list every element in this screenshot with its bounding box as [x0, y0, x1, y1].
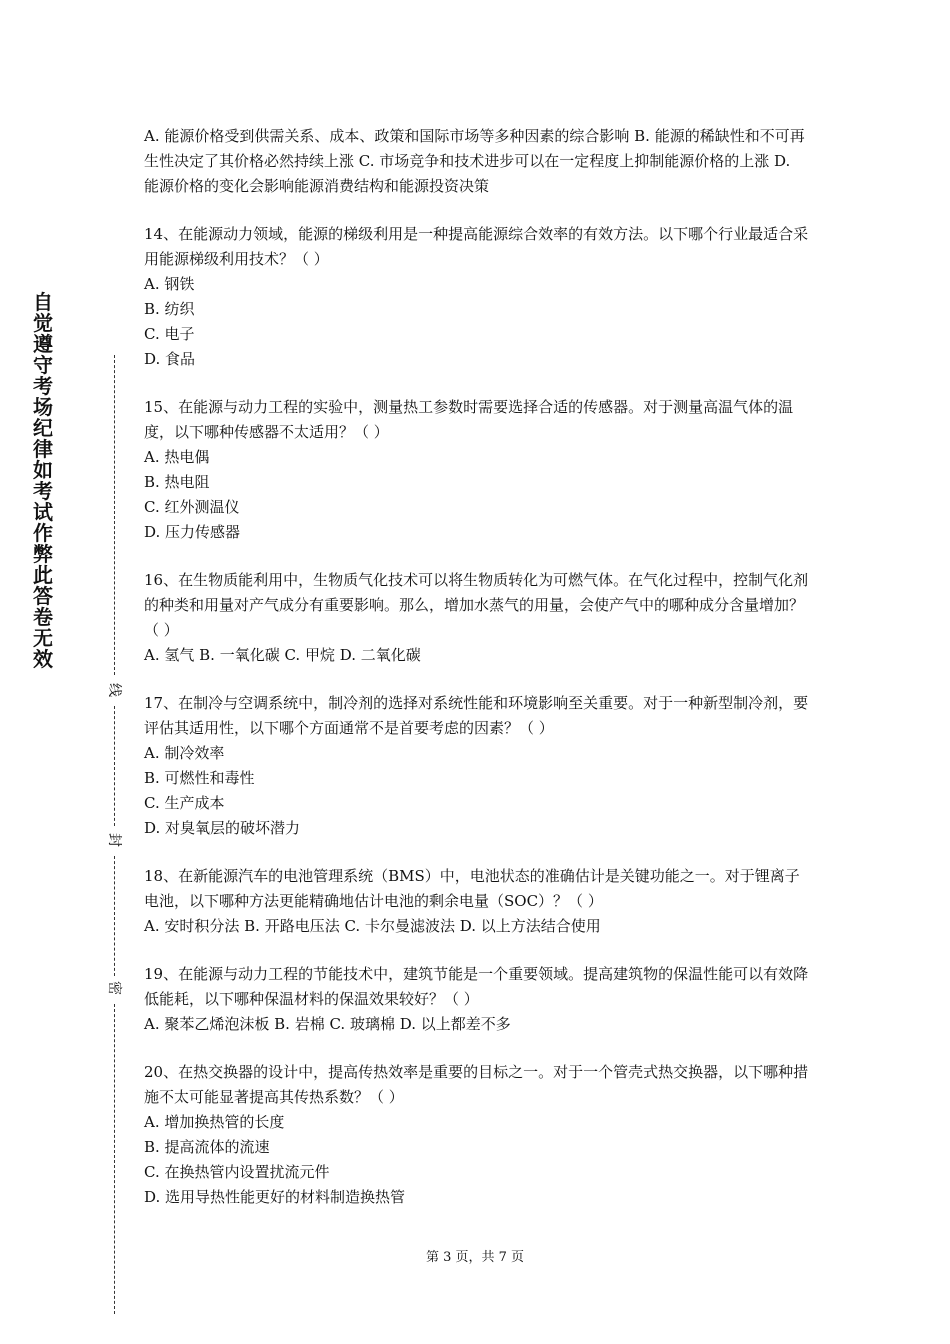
answer-option: A. 安时积分法 B. 开路电压法 C. 卡尔曼滤波法 D. 以上方法结合使用 — [144, 917, 601, 935]
answer-option: A. 制冷效率 — [144, 744, 225, 762]
answer-option: C. 生产成本 — [144, 794, 225, 812]
page-number: 第 3 页，共 7 页 — [425, 1250, 525, 1265]
question-block — [144, 864, 810, 939]
question-stem: 20、在热交换器的设计中，提高传热效率是重要的目标之一。对于一个管壳式热交换器，以下哪种措施不太可能显著提高其传热系数？（ ） — [144, 1063, 809, 1106]
answer-option: B. 提高流体的流速 — [144, 1138, 270, 1156]
question-block — [144, 568, 810, 668]
answer-option: D. 对臭氧层的破坏潜力 — [144, 819, 301, 837]
answer-option: C. 电子 — [144, 325, 195, 343]
exam-discipline-notice: 自觉遵守考场纪律如考试作弊此答卷无效 — [33, 290, 53, 671]
question-stem: 16、在生物质能利用中，生物质气化技术可以将生物质转化为可燃气体。在气化过程中，控制气化剂的种类和用量对产气成分有重要影响。那么，增加水蒸气的用量，会使产气中的哪种成分含量增加？（ ） — [144, 571, 809, 639]
answer-option: D. 压力传感器 — [144, 523, 241, 541]
secret-label: 密 — [106, 981, 122, 995]
seal-line-label: 线 — [106, 683, 122, 697]
answer-option: A. 氢气 B. 一氧化碳 C. 甲烷 D. 二氧化碳 — [144, 646, 421, 664]
question-block — [144, 1060, 810, 1210]
seal-dashed-line — [114, 355, 115, 675]
question-stem: 19、在能源与动力工程的节能技术中，建筑节能是一个重要领域。提高建筑物的保温性能可以有效降低能耗，以下哪种保温材料的保温效果较好？（ ） — [144, 965, 809, 1008]
question-stem: 14、在能源动力领域，能源的梯级利用是一种提高能源综合效率的有效方法。以下哪个行业最适合采用能源梯级利用技术？（ ） — [144, 225, 809, 268]
answer-option: A. 钢铁 — [144, 275, 195, 293]
answer-option: B. 纺织 — [144, 300, 195, 318]
answer-option: A. 聚苯乙烯泡沫板 B. 岩棉 C. 玻璃棉 D. 以上都差不多 — [144, 1015, 511, 1033]
answer-option: C. 在换热管内设置扰流元件 — [144, 1163, 330, 1181]
question-block — [144, 691, 810, 841]
seal-dashed-line — [114, 856, 115, 976]
seal-label: 封 — [106, 833, 122, 847]
answer-option: D. 食品 — [144, 350, 196, 368]
answer-option: B. 可燃性和毒性 — [144, 769, 255, 787]
question-stem: 15、在能源与动力工程的实验中，测量热工参数时需要选择合适的传感器。对于测量高温气体的温度，以下哪种传感器不太适用？（ ） — [144, 398, 794, 441]
answer-option: D. 选用导热性能更好的材料制造换热管 — [144, 1188, 406, 1206]
answer-option: A. 能源价格受到供需关系、成本、政策和国际市场等多种因素的综合影响 B. 能源的稀缺性和不可再生性决定了其价格必然持续上涨 C. 市场竞争和技术进步可以在一定程度上抑制能源价格的上涨 D. 能源价格的变化会影响能源消费结构和能源投资决策 — [144, 127, 805, 195]
question-stem: 17、在制冷与空调系统中，制冷剂的选择对系统性能和环境影响至关重要。对于一种新型制冷剂，要评估其适用性，以下哪个方面通常不是首要考虑的因素？（ ） — [144, 694, 809, 737]
question-stem: 18、在新能源汽车的电池管理系统（BMS）中，电池状态的准确估计是关键功能之一。对于锂离子电池，以下哪种方法更能精确地估计电池的剩余电量（SOC）？（ ） — [144, 867, 800, 910]
answer-option: A. 热电偶 — [144, 448, 210, 466]
question-block — [144, 962, 810, 1037]
question-block — [144, 395, 810, 545]
question-block — [144, 124, 810, 199]
seal-dashed-line — [114, 706, 115, 826]
answer-option: A. 增加换热管的长度 — [144, 1113, 285, 1131]
answer-option: C. 红外测温仪 — [144, 498, 240, 516]
answer-option: B. 热电阻 — [144, 473, 210, 491]
seal-dashed-line — [114, 1004, 115, 1314]
question-list — [144, 124, 810, 1233]
question-block — [144, 222, 810, 372]
